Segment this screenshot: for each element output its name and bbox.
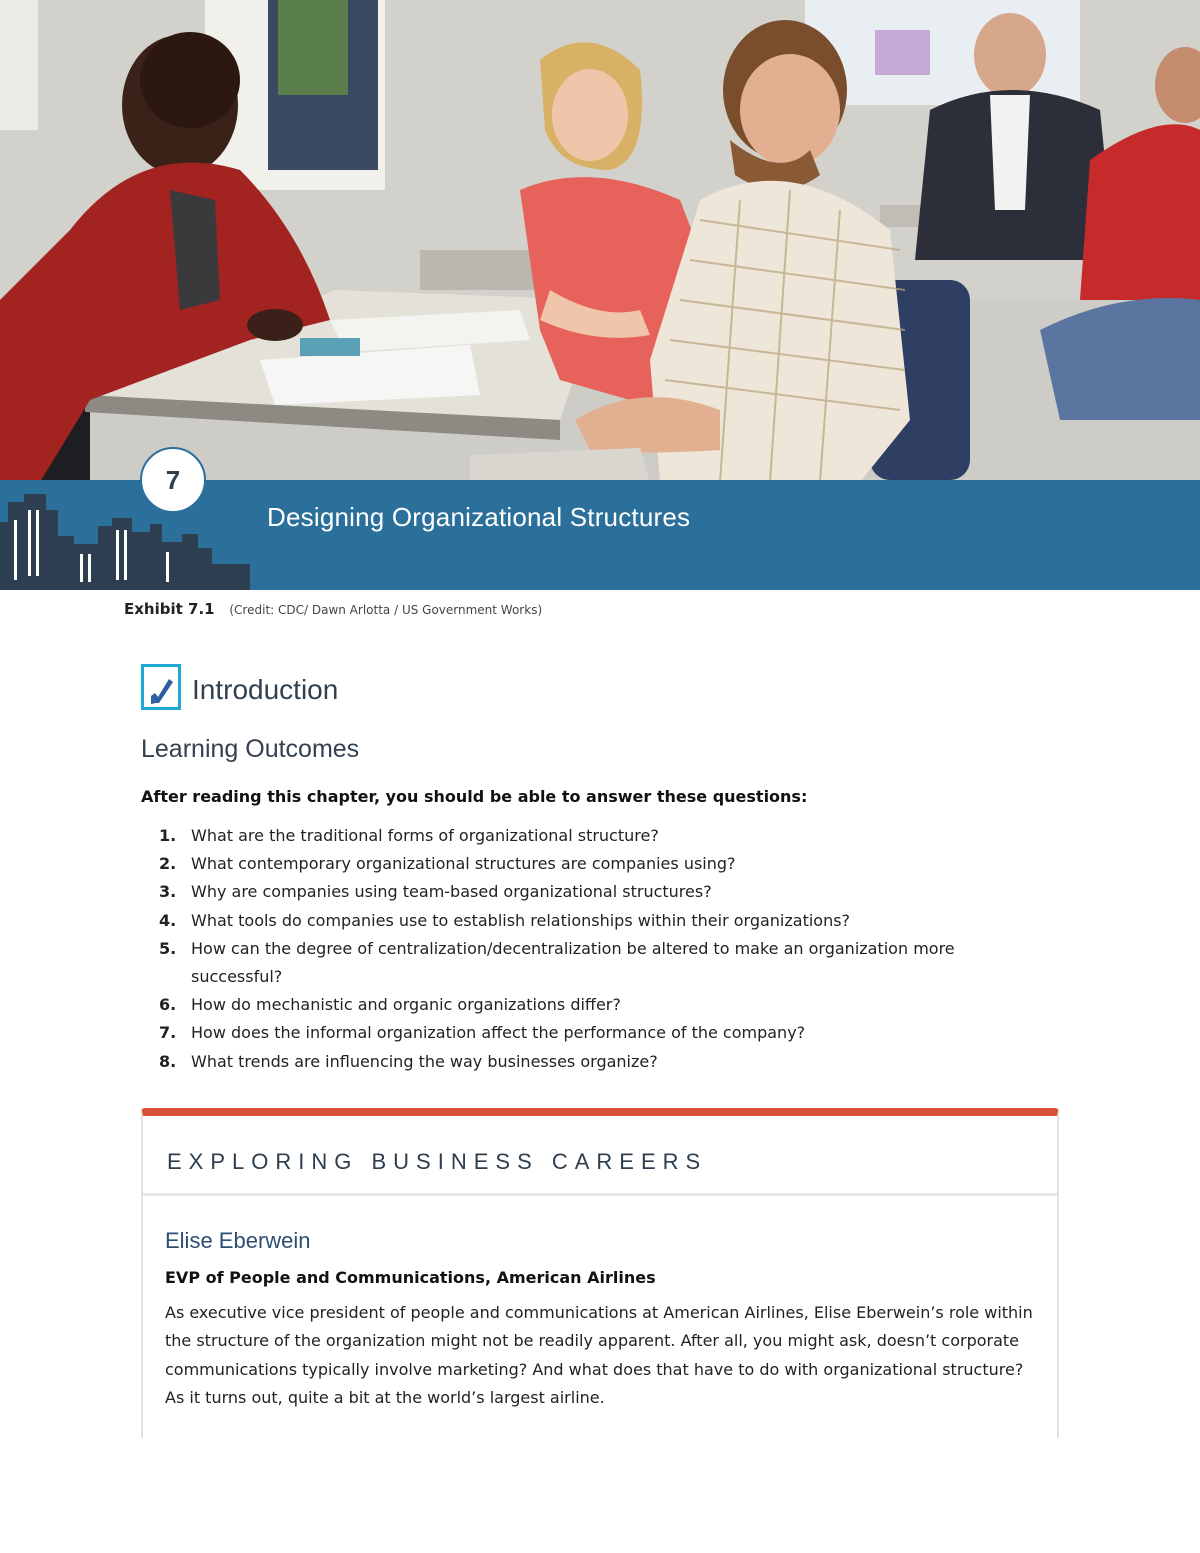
list-item	[141, 935, 1021, 991]
hero-photo	[0, 0, 1200, 482]
list-item	[141, 1048, 1021, 1076]
exhibit-credit: (Credit: CDC/ Dawn Arlotta / US Government Works)	[229, 603, 543, 617]
list-item-number: 8.	[159, 1051, 177, 1071]
city-skyline-icon	[0, 480, 260, 590]
list-item-text: How can the degree of centralization/decentralization be altered to make an organization more successful?	[191, 938, 955, 987]
list-item-text: How do mechanistic and organic organizations differ?	[191, 995, 621, 1015]
list-item	[141, 850, 1021, 878]
list-item-number: 7.	[159, 1023, 177, 1043]
list-item-number: 5.	[159, 938, 177, 958]
feature-body-text: As executive vice president of people and communications at American Airlines, Elise Eberwein’s role within the structure of the organization might not be readily apparent. After all, you might ask, doesn’t corporate communications typically involve marketing? And what does that have to do with organizational structure? As it turns out, quite a bit at the world’s largest airline.	[165, 1303, 1033, 1408]
list-item	[141, 991, 1021, 1019]
list-item-number: 6.	[159, 995, 177, 1015]
introduction-heading: Introduction	[192, 674, 339, 705]
list-item-text: How does the informal organization affect the performance of the company?	[191, 1023, 806, 1043]
feature-header: EXPLORING BUSINESS CAREERS	[143, 1116, 1057, 1196]
list-item	[141, 907, 1021, 935]
exhibit-label: Exhibit 7.1	[124, 600, 215, 618]
list-item-text: Why are companies using team-based organizational structures?	[191, 882, 712, 902]
list-item-number: 2.	[159, 854, 177, 874]
list-item-text: What trends are influencing the way businesses organize?	[191, 1051, 658, 1071]
list-item-text: What tools do companies use to establish relationships within their organizations?	[191, 910, 851, 930]
list-item-text: What are the traditional forms of organizational structure?	[191, 826, 659, 845]
list-item-number: 3.	[159, 882, 177, 902]
feature-person-role: EVP of People and Communications, American Airlines	[165, 1268, 656, 1287]
list-item	[141, 1019, 1021, 1047]
exhibit-caption	[124, 600, 542, 618]
list-item-number: 1.	[159, 826, 177, 845]
learning-outcomes-intro: After reading this chapter, you should be able to answer these questions:	[141, 787, 808, 806]
list-item-number: 4.	[159, 910, 177, 930]
list-item-text: What contemporary organizational structures are companies using?	[191, 854, 736, 874]
careers-feature-box	[141, 1108, 1059, 1438]
list-item	[141, 822, 1021, 850]
meeting-photo-illustration	[0, 0, 1200, 482]
checkmark-icon	[141, 664, 181, 710]
learning-outcomes-list	[141, 822, 1021, 1076]
learning-outcomes-heading: Learning Outcomes	[141, 735, 360, 763]
list-item	[141, 878, 1021, 906]
chapter-title: Designing Organizational Structures	[267, 502, 691, 532]
chapter-number-badge: 7	[140, 447, 206, 513]
feature-person-name: Elise Eberwein	[165, 1228, 311, 1253]
